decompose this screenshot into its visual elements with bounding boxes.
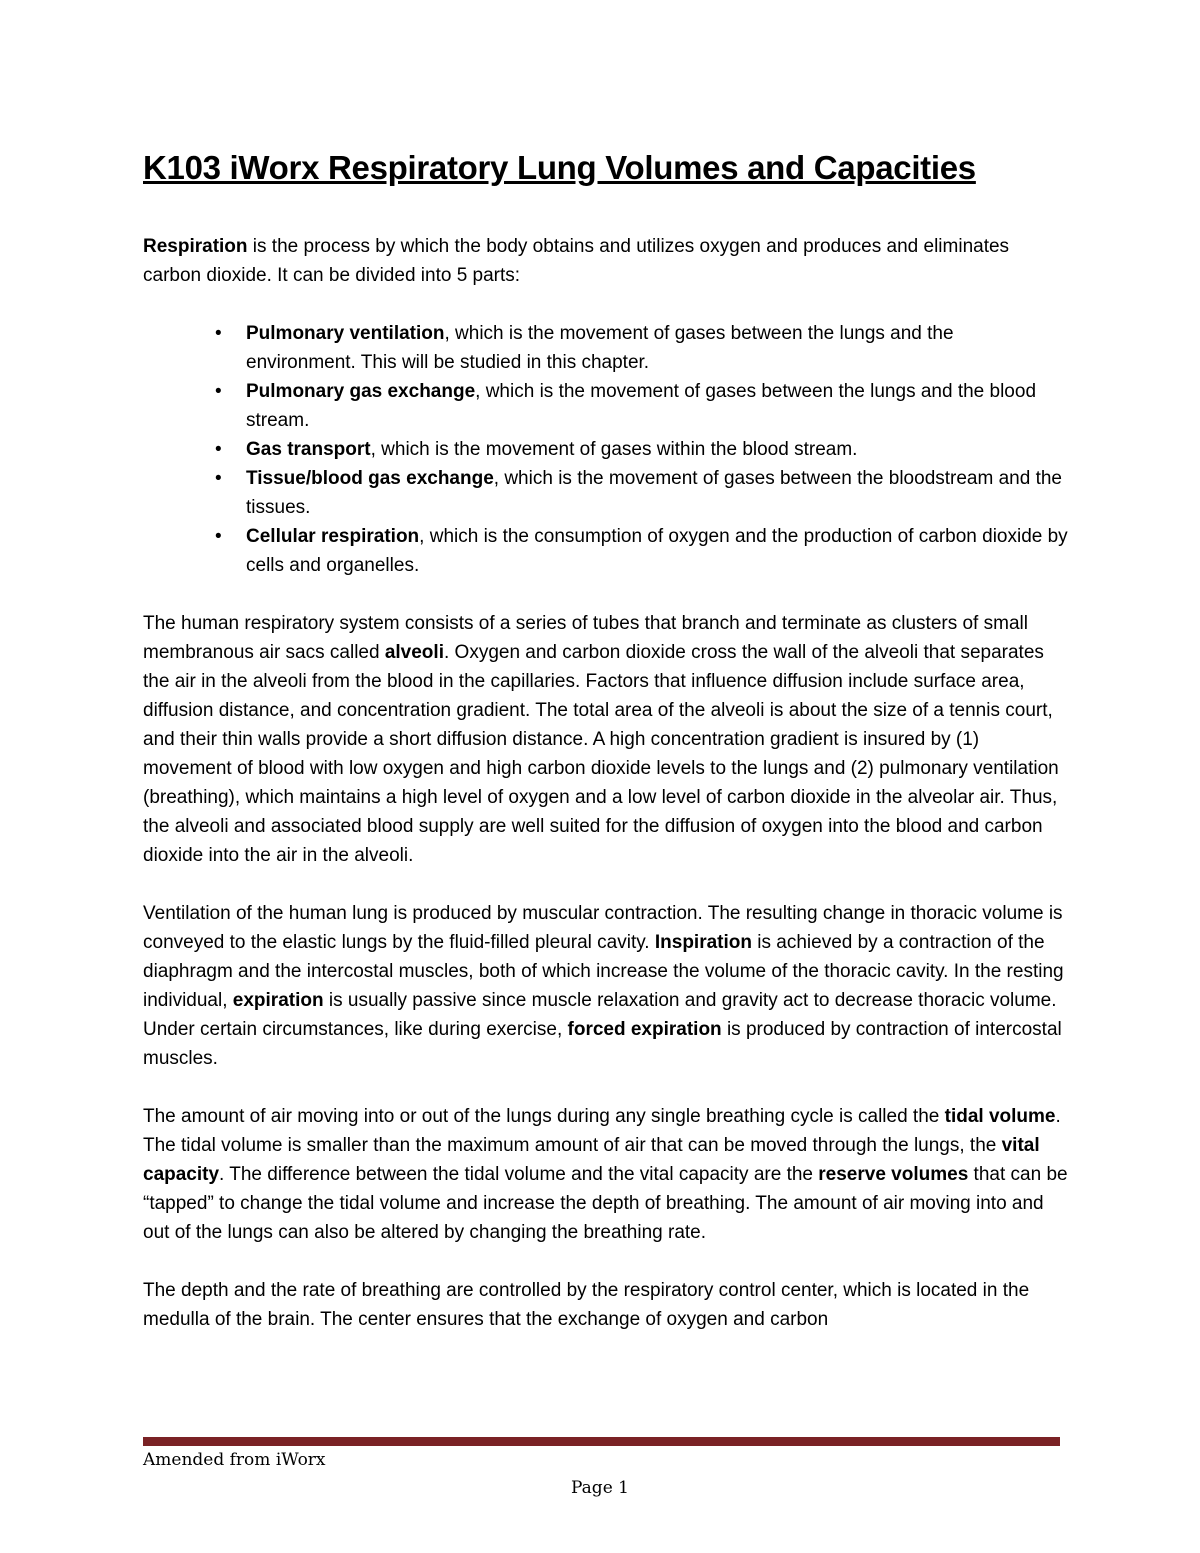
paragraph-text: . The difference between the tidal volume and the vital capacity are the [219,1164,819,1185]
list-item [215,435,1068,464]
control-center-paragraph: The depth and the rate of breathing are controlled by the respiratory control center, which is located in the medulla of the brain. The center ensures that the exchange of oxygen and carbon [143,1280,1030,1330]
bullet-icon: • [215,468,222,489]
list-item [215,522,1068,580]
list-item-term: Pulmonary ventilation [246,323,445,344]
footer-divider [143,1437,1060,1446]
term-reserve-volumes: reserve volumes [818,1164,969,1185]
bullet-icon: • [215,381,222,402]
paragraph-text: is produced by contraction of intercostal muscles. [143,1019,1062,1069]
list-item-term: Tissue/blood gas exchange [246,468,494,489]
term-forced-expiration: forced expiration [567,1019,722,1040]
term-inspiration: Inspiration [654,932,752,953]
intro-paragraph [143,232,1068,290]
page-number: Page 1 [571,1478,629,1498]
document-title: K103 iWorx Respiratory Lung Volumes and Capacities [143,149,976,186]
ventilation-paragraph [143,899,1068,1073]
volumes-paragraph [143,1102,1068,1247]
bullet-icon: • [215,526,222,547]
term-respiration: Respiration [143,236,248,257]
paragraph-text: is achieved by a contraction of the diaphragm and the intercostal muscles, both of which increase the volume of the thoracic cavity. In the resting individual, [143,932,1064,1011]
list-item-term: Gas transport [246,439,371,460]
intro-text: is the process by which the body obtains and utilizes oxygen and produces and eliminates carbon dioxide. It can be divided into 5 parts: [143,236,1010,286]
paragraph-text: Ventilation of the human lung is produced by muscular contraction. The resulting change in thoracic volume is conveyed to the elastic lungs by the fluid-filled pleural cavity. [143,903,1063,953]
term-expiration: expiration [232,990,324,1011]
paragraph-text: . Oxygen and carbon dioxide cross the wall of the alveoli that separates the air in the alveoli from the blood in the capillaries. Factors that influence diffusion include surface area, diffusion distance, and concentration gradient. The total area of the alveoli is about the size of a tennis court, and their thin walls provide a short diffusion distance. A high concentration gradient is insured by (1) movement of blood with low oxygen and high carbon dioxide levels to the lungs and (2) pulmonary ventilation (breathing), which maintains a high level of oxygen and a low level of carbon dioxide in the alveolar air. Thus, the alveoli and associated blood supply are well suited for the diffusion of oxygen into the blood and carbon dioxide into the air in the alveoli. [143,642,1059,866]
list-item-text: , which is the movement of gases between the lungs and the environment. This will be studied in this chapter. [246,323,954,373]
list-item-text: , which is the consumption of oxygen and the production of carbon dioxide by cells and organelles. [246,526,1068,576]
list-item-term: Cellular respiration [246,526,420,547]
paragraph-text: that can be “tapped” to change the tidal volume and increase the depth of breathing. The amount of air moving into and out of the lungs can also be altered by changing the breathing rate. [143,1164,1068,1243]
list-item [215,377,1068,435]
list-item-text: , which is the movement of gases between the bloodstream and the tissues. [246,468,1062,518]
document-body [143,148,1068,1334]
bullet-icon: • [215,323,222,344]
paragraph-text: The human respiratory system consists of a series of tubes that branch and terminate as clusters of small membranous air sacs called [143,613,1028,663]
list-item-text: , which is the movement of gases within the blood stream. [370,439,858,460]
list-item-text: , which is the movement of gases between the lungs and the blood stream. [246,381,1037,431]
paragraph-text: The amount of air moving into or out of the lungs during any single breathing cycle is called the [143,1106,945,1127]
paragraph-text: is usually passive since muscle relaxation and gravity act to decrease thoracic volume. Under certain circumstances, like during exercise, [143,990,1057,1040]
respiration-parts-list [143,319,1068,580]
term-alveoli: alveoli [384,642,444,663]
list-item [215,464,1068,522]
paragraph-text: . The tidal volume is smaller than the maximum amount of air that can be moved through the lungs, the [143,1106,1061,1156]
bullet-icon: • [215,439,222,460]
alveoli-paragraph [143,609,1068,870]
footer-source: Amended from iWorx [143,1450,326,1470]
term-vital-capacity: vital capacity [143,1135,1040,1185]
list-item [215,319,1068,377]
list-item-term: Pulmonary gas exchange [246,381,476,402]
term-tidal-volume: tidal volume [944,1106,1056,1127]
